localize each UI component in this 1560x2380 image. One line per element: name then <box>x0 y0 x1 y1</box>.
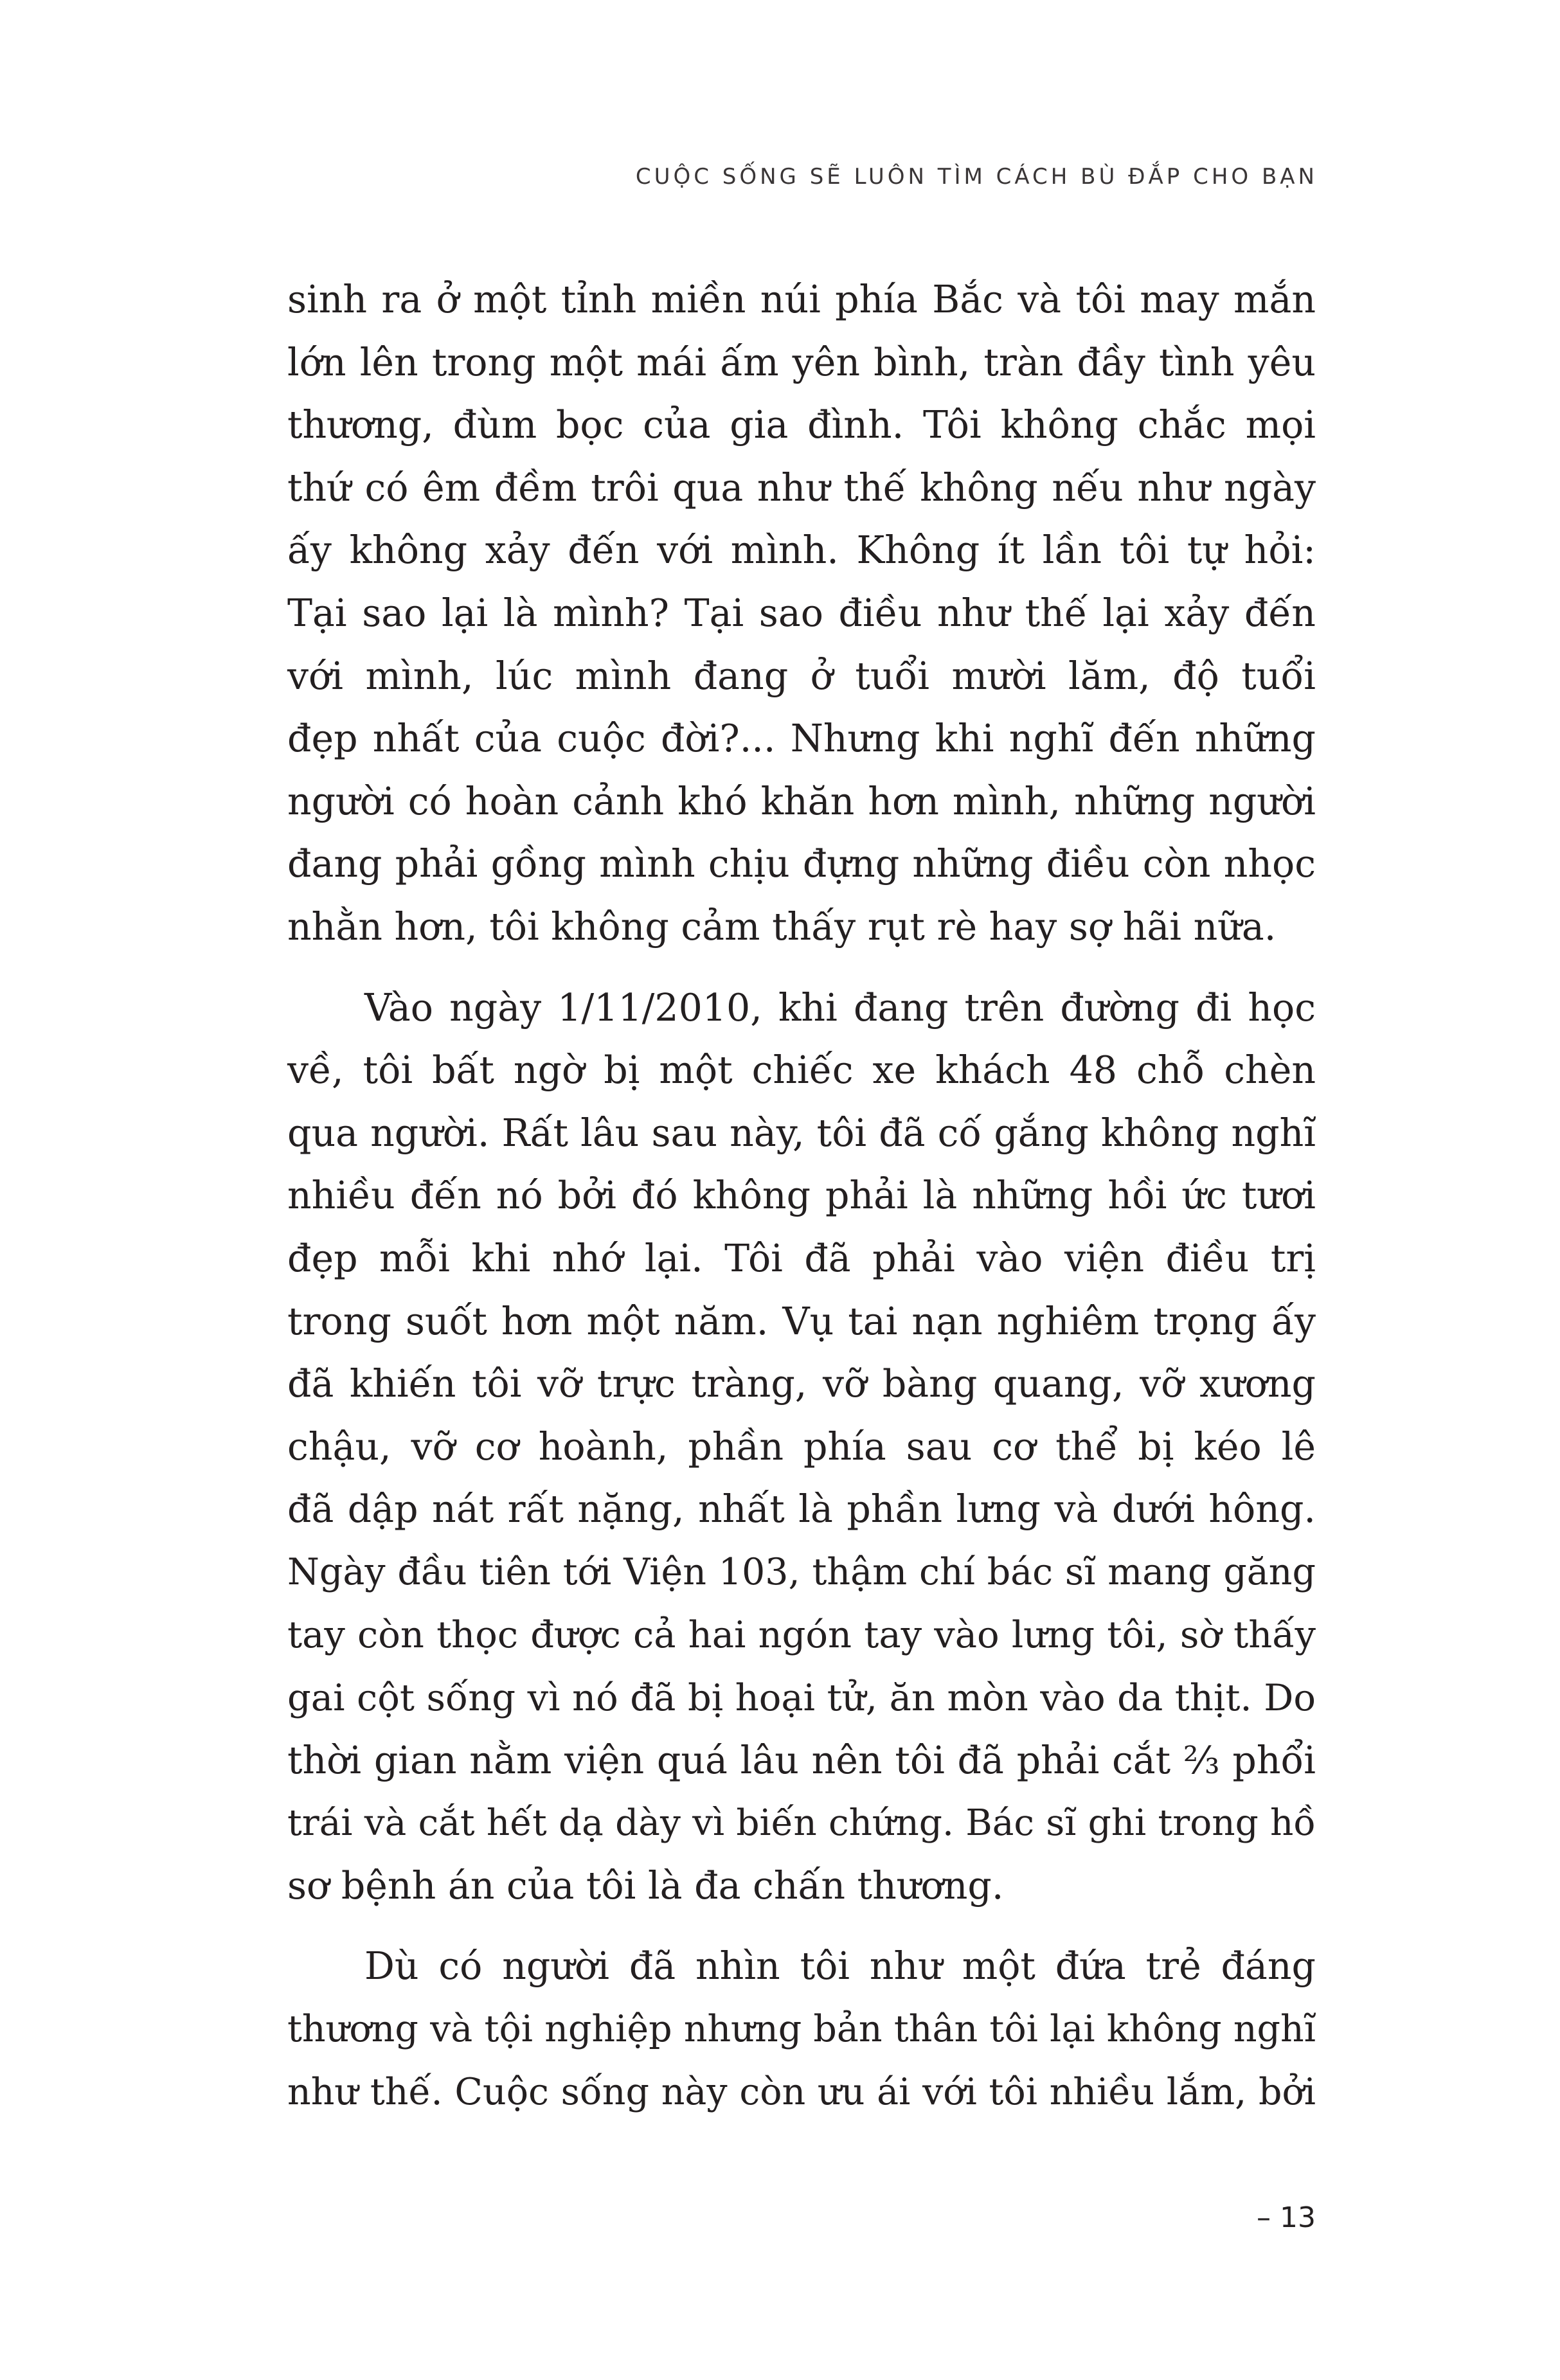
page-number: – 13 <box>1257 2201 1316 2234</box>
text-line: nhiều đến nó bởi đó không phải là những hồi ức tươi <box>287 1174 1316 1218</box>
text-line: người có hoàn cảnh khó khăn hơn mình, những người <box>287 779 1316 823</box>
text-line: thương, đùm bọc của gia đình. Tôi không chắc mọi <box>287 403 1316 447</box>
text-line: sơ bệnh án của tôi là đa chấn thương. <box>287 1863 1004 1908</box>
text-line: với mình, lúc mình đang ở tuổi mười lăm, độ tuổi <box>287 654 1316 698</box>
text-line: đẹp mỗi khi nhớ lại. Tôi đã phải vào viện điều trị <box>287 1236 1316 1280</box>
paragraph-gap <box>287 959 1316 977</box>
text-line: như thế. Cuộc sống này còn ưu ái với tôi nhiều lắm, bởi <box>287 2070 1316 2113</box>
text-line: trái và cắt hết dạ dày vì biến chứng. Bác sĩ ghi trong hồ <box>287 1802 1316 1845</box>
text-line: thương và tội nghiệp nhưng bản thân tôi lại không nghĩ <box>287 2008 1316 2051</box>
text-line: qua người. Rất lâu sau này, tôi đã cố gắng không nghĩ <box>287 1111 1316 1155</box>
text-line: về, tôi bất ngờ bị một chiếc xe khách 48 chỗ chèn <box>287 1048 1316 1093</box>
text-line: đang phải gồng mình chịu đựng những điều còn nhọc <box>287 842 1316 886</box>
text-line: đã khiến tôi vỡ trực tràng, vỡ bàng quang, vỡ xương <box>287 1362 1316 1406</box>
text-line: sinh ra ở một tỉnh miền núi phía Bắc và tôi may mắn <box>287 278 1316 321</box>
text-line: thứ có êm đềm trôi qua như thế không nếu như ngày <box>287 465 1316 510</box>
paragraph <box>287 1935 1316 2124</box>
text-line: Ngày đầu tiên tới Viện 103, thậm chí bác sĩ mang găng <box>287 1550 1316 1593</box>
paragraph <box>287 977 1316 1918</box>
text-line: lớn lên trong một mái ấm yên bình, tràn đầy tình yêu <box>287 340 1316 384</box>
text-line: tay còn thọc được cả hai ngón tay vào lưng tôi, sờ thấy <box>287 1613 1316 1657</box>
text-line: gai cột sống vì nó đã bị hoại tử, ăn mòn vào da thịt. Do <box>287 1676 1316 1720</box>
text-line: Tại sao lại là mình? Tại sao điều như thế lại xảy đến <box>287 591 1316 635</box>
body-text <box>287 269 1316 2124</box>
text-line: nhằn hơn, tôi không cảm thấy rụt rè hay sợ hãi nữa. <box>287 904 1277 949</box>
text-line: ấy không xảy đến với mình. Không ít lần tôi tự hỏi: <box>287 528 1316 573</box>
text-line: trong suốt hơn một năm. Vụ tai nạn nghiêm trọng ấy <box>287 1299 1316 1343</box>
text-line: đẹp nhất của cuộc đời?... Nhưng khi nghĩ đến những <box>287 717 1316 761</box>
paragraph-gap <box>287 1917 1316 1935</box>
text-line: Vào ngày 1/11/2010, khi đang trên đường đi học <box>364 985 1316 1030</box>
text-line: chậu, vỡ cơ hoành, phần phía sau cơ thể bị kéo lê <box>287 1424 1316 1469</box>
text-line: Dù có người đã nhìn tôi như một đứa trẻ đáng <box>364 1944 1316 1989</box>
text-line: đã dập nát rất nặng, nhất là phần lưng và dưới hông. <box>287 1487 1316 1532</box>
running-header: CUỘC SỐNG SẼ LUÔN TÌM CÁCH BÙ ĐẮP CHO BẠN <box>635 164 1318 190</box>
paragraph <box>287 269 1316 959</box>
text-line: thời gian nằm viện quá lâu nên tôi đã phải cắt ⅔ phổi <box>287 1738 1316 1782</box>
